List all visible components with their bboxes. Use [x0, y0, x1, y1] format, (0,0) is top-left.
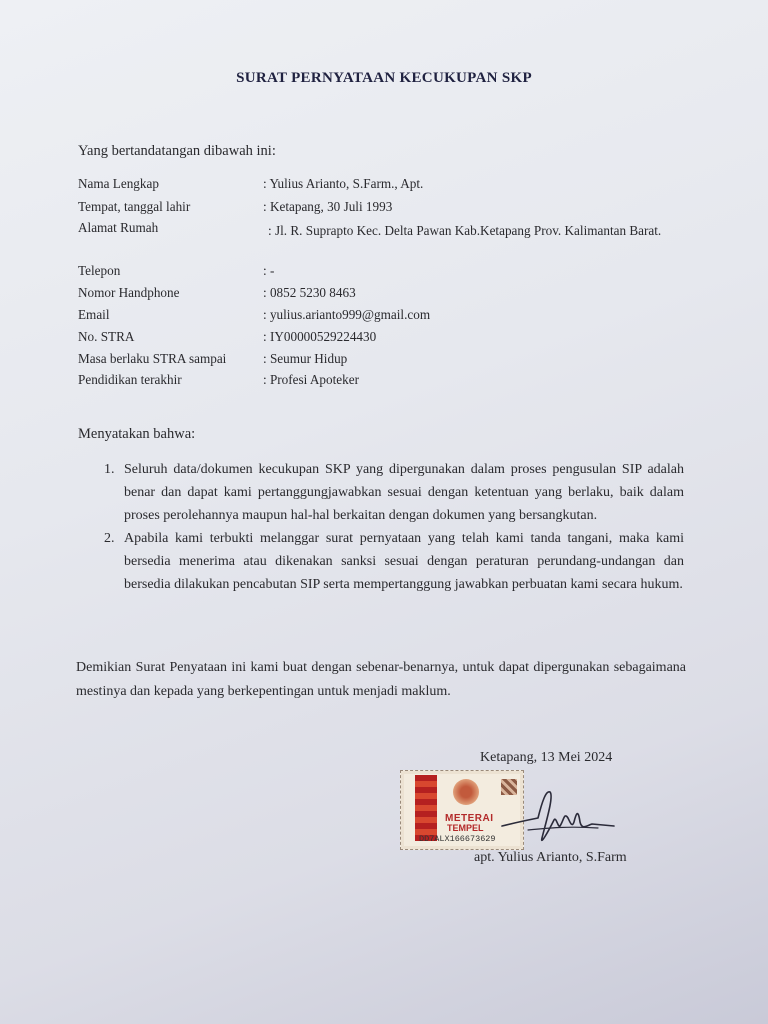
list-number: 2.	[104, 531, 115, 546]
identity-value: : yulius.arianto999@gmail.com	[263, 307, 431, 322]
stamp-serial: DD7ALX166673629	[419, 834, 496, 844]
identity-label: Masa berlaku STRA sampai	[78, 351, 227, 366]
closing-paragraph: Demikian Surat Penyataan ini kami buat dengan sebenar-benarnya, untuk dapat dipergunakan sebagaimana mestinya dan kepada yang berkepentingan untuk menjadi maklum.	[76, 660, 686, 699]
identity-label: Tempat, tanggal lahir	[78, 199, 191, 214]
list-item	[104, 458, 684, 527]
list-item	[104, 527, 684, 596]
place-date: Ketapang, 13 Mei 2024	[480, 750, 613, 765]
identity-label: Telepon	[78, 263, 121, 278]
identity-label: Pendidikan terakhir	[78, 372, 182, 387]
identity-value: : Profesi Apoteker	[263, 372, 359, 387]
stamp-label: METERAI	[445, 813, 494, 824]
identity-value: : Ketapang, 30 Juli 1993	[263, 199, 393, 214]
document-title: SURAT PERNYATAAN KECUKUPAN SKP	[236, 70, 532, 86]
intro-text: Yang bertandatangan dibawah ini:	[78, 143, 276, 159]
statement-text: Apabila kami terbukti melanggar surat pernyataan yang telah kami tanda tangani, maka kami bersedia menerima atau dikenakan sanksi sesuai dengan peraturan perundang-undangan dan bersedia dilakukan pencabutan SIP serta mempertanggung jawabkan perbuatan kami secara hukum.	[124, 531, 684, 592]
identity-label: Nama Lengkap	[78, 176, 159, 191]
identity-value: : IY00000529224430	[263, 329, 377, 344]
signer-name: apt. Yulius Arianto, S.Farm	[474, 850, 627, 865]
list-number: 1.	[104, 462, 115, 477]
identity-value: : Jl. R. Suprapto Kec. Delta Pawan Kab.Ketapang Prov. Kalimantan Barat.	[268, 223, 662, 238]
identity-label: Alamat Rumah	[78, 220, 159, 235]
declaration-heading: Menyatakan bahwa:	[78, 426, 196, 442]
identity-value: : 0852 5230 8463	[263, 285, 356, 300]
statement-list	[104, 458, 684, 596]
statement-text: Seluruh data/dokumen kecukupan SKP yang dipergunakan dalam proses pengusulan SIP adalah benar dan dapat kami pertanggungjawabkan sesuai dengan ketentuan yang berlaku, baik dalam proses perolehannya maupun hal-hal berkaitan dengan dokumen yang bersangkutan.	[124, 462, 684, 523]
stamp-security-strip	[415, 775, 437, 841]
identity-value: : Seumur Hidup	[263, 351, 348, 366]
garuda-emblem-icon	[453, 779, 479, 805]
identity-label: No. STRA	[78, 329, 135, 344]
identity-label: Nomor Handphone	[78, 285, 180, 300]
stamp-label-secondary: TEMPEL	[447, 823, 484, 833]
identity-label: Email	[78, 307, 110, 322]
identity-value: : -	[263, 263, 275, 278]
handwritten-signature	[498, 782, 618, 852]
identity-value: : Yulius Arianto, S.Farm., Apt.	[263, 176, 424, 191]
